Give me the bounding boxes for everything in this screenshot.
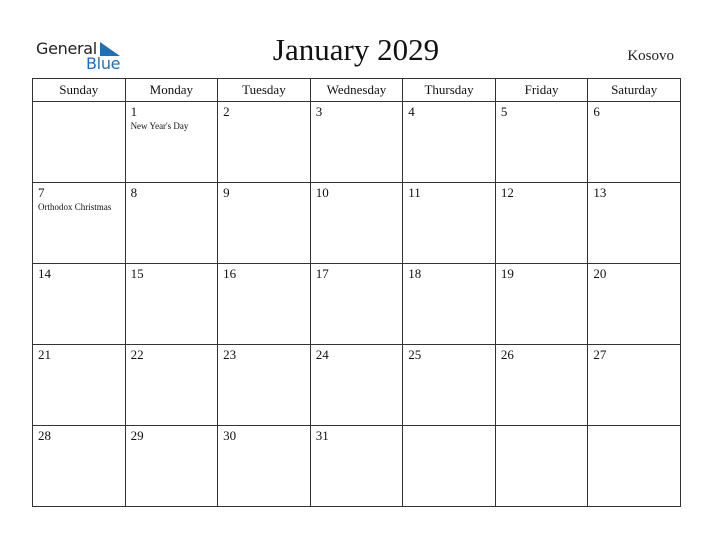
calendar-day-cell xyxy=(125,183,218,264)
weekday-header-friday: Friday xyxy=(495,79,588,102)
day-number: 24 xyxy=(315,347,329,362)
calendar-day-cell xyxy=(495,264,588,345)
logo-text-blue: Blue xyxy=(86,54,121,73)
calendar-day-cell xyxy=(588,264,681,345)
day-number: 26 xyxy=(500,347,514,362)
calendar-day-cell xyxy=(495,426,588,507)
day-number: 17 xyxy=(315,266,329,281)
day-number: 21 xyxy=(38,347,51,362)
day-number: 1 xyxy=(130,104,138,119)
day-number: 29 xyxy=(130,428,144,443)
holiday-label: Orthodox Christmas xyxy=(38,202,112,212)
calendar-week-row xyxy=(33,345,681,426)
weekday-header-saturday: Saturday xyxy=(588,79,681,102)
logo-text-general: General xyxy=(36,39,97,58)
calendar-day-cell xyxy=(403,102,496,183)
weekday-header-wednesday: Wednesday xyxy=(310,79,403,102)
weekday-header-sunday: Sunday xyxy=(33,79,126,102)
weekday-header-monday: Monday xyxy=(125,79,218,102)
calendar-day-cell xyxy=(403,183,496,264)
region-label: Kosovo xyxy=(627,48,674,64)
weekday-header-row xyxy=(33,79,681,102)
calendar-day-cell xyxy=(588,102,681,183)
weekday-header-thursday: Thursday xyxy=(403,79,496,102)
day-number: 22 xyxy=(130,347,144,362)
day-number: 28 xyxy=(38,428,51,443)
calendar-day-cell xyxy=(125,345,218,426)
day-number: 16 xyxy=(223,266,237,281)
calendar-day-cell xyxy=(495,102,588,183)
day-number: 2 xyxy=(223,104,230,119)
calendar-day-cell xyxy=(125,426,218,507)
calendar-day-cell xyxy=(310,426,403,507)
day-number: 25 xyxy=(408,347,422,362)
calendar-day-cell xyxy=(33,345,126,426)
calendar-day-cell xyxy=(125,102,218,183)
calendar-day-cell xyxy=(33,264,126,345)
calendar-title: January 2029 xyxy=(272,32,440,67)
calendar-week-row xyxy=(33,426,681,507)
calendar-day-cell xyxy=(218,426,311,507)
calendar-day-cell xyxy=(495,345,588,426)
day-number: 15 xyxy=(130,266,144,281)
calendar-day-cell xyxy=(495,183,588,264)
day-number: 3 xyxy=(315,104,323,119)
calendar-day-cell xyxy=(310,183,403,264)
holiday-label: New Year's Day xyxy=(130,121,189,131)
day-number: 31 xyxy=(315,428,329,443)
day-number: 4 xyxy=(408,104,415,119)
calendar-day-cell xyxy=(310,345,403,426)
day-number: 14 xyxy=(38,266,51,281)
day-number: 8 xyxy=(130,185,138,200)
calendar-day-cell xyxy=(125,264,218,345)
day-number: 19 xyxy=(500,266,514,281)
day-number: 20 xyxy=(593,266,607,281)
day-number: 13 xyxy=(593,185,607,200)
calendar-day-cell xyxy=(218,183,311,264)
calendar-day-cell xyxy=(588,345,681,426)
day-number: 12 xyxy=(500,185,514,200)
day-number: 18 xyxy=(408,266,422,281)
calendar-day-cell xyxy=(33,102,126,183)
calendar-day-cell xyxy=(403,426,496,507)
calendar-day-cell xyxy=(403,345,496,426)
calendar-day-cell xyxy=(33,183,126,264)
calendar-day-cell xyxy=(310,264,403,345)
day-number: 7 xyxy=(38,185,45,200)
calendar-grid xyxy=(32,78,681,507)
day-number: 9 xyxy=(223,185,230,200)
weekday-header-tuesday: Tuesday xyxy=(218,79,311,102)
calendar-week-row xyxy=(33,183,681,264)
calendar-week-row xyxy=(33,102,681,183)
calendar-day-cell xyxy=(218,264,311,345)
calendar-day-cell xyxy=(218,345,311,426)
calendar-day-cell xyxy=(588,426,681,507)
calendar-day-cell xyxy=(588,183,681,264)
calendar-day-cell xyxy=(33,426,126,507)
day-number: 27 xyxy=(593,347,607,362)
day-number: 6 xyxy=(593,104,600,119)
day-number: 5 xyxy=(500,104,508,119)
calendar-week-row xyxy=(33,264,681,345)
day-number: 11 xyxy=(408,185,421,200)
day-number: 23 xyxy=(223,347,237,362)
calendar-day-cell xyxy=(218,102,311,183)
calendar-day-cell xyxy=(310,102,403,183)
calendar-day-cell xyxy=(403,264,496,345)
day-number: 10 xyxy=(315,185,329,200)
day-number: 30 xyxy=(223,428,237,443)
